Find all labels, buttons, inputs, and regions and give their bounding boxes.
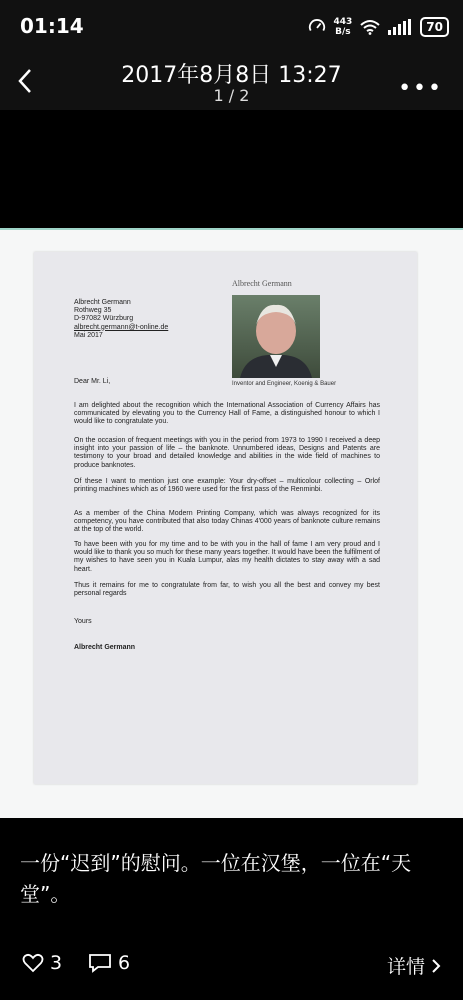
paragraph: On the occasion of frequent meetings with you in the period from 1973 to 1990 I received a deep insight into your passion of life – the banknote. Unnumbered ideas, Designs and Patents are testimony to your broad and detailed knowledge and abilities in the wide field of machines to produce banknotes.	[74, 437, 380, 469]
post-caption: 一份“迟到”的慰问。一位在汉堡，一位在“天堂”。	[20, 851, 412, 906]
email-link: albrecht.germann@t-online.de	[74, 323, 169, 331]
paragraph: I am delighted about the recognition which the International Association of Currency Affairs has communicated by elevating you to the Currency Hall of Fame, a distinguished honour to which I would like to congratulate you.	[74, 402, 380, 426]
letter-photo[interactable]	[0, 228, 463, 820]
like-count: 3	[50, 952, 63, 974]
address-line: Rothweg 35	[74, 307, 112, 315]
details-label: 详情	[386, 956, 425, 978]
page-indicator: 1 / 2	[213, 86, 250, 105]
portrait-name: Albrecht Germann	[232, 279, 292, 288]
speedometer-icon	[308, 18, 326, 36]
signature: Albrecht Germann	[74, 644, 136, 651]
details-button[interactable]	[387, 952, 441, 979]
comment-count: 6	[118, 952, 131, 974]
letter-date: Mai 2017	[74, 331, 103, 339]
network-speed	[334, 17, 353, 37]
status-icons	[308, 14, 450, 40]
wifi-icon	[360, 19, 380, 35]
comment-icon	[88, 953, 112, 973]
letter-paper	[34, 252, 417, 784]
sender-address	[74, 299, 168, 340]
battery-indicator: 70	[420, 17, 449, 37]
greeting: Dear Mr. Li,	[74, 378, 111, 385]
heart-icon	[22, 953, 44, 973]
bottom-action-bar	[0, 928, 463, 1000]
paragraph: To have been with you for my time and to be with you in the hall of fame I am very proud and I would like to thank you so much for these many years together. It would have been the fulfilment of my wishes to have seen you in Kuala Lumpur, alas my health dictates to stay away with a sad heart.	[74, 541, 380, 573]
post-date-title: 2017年8月8日 13:27	[121, 63, 342, 88]
signal-icon	[388, 19, 412, 35]
post-caption-area	[0, 818, 463, 928]
paragraph: As a member of the China Modern Printing Company, which was always recognized for its competency, you have contributed that also today Chinas 4'000 years of banknote culture remains at the top of the world.	[74, 510, 380, 534]
network-speed-value: 443	[333, 17, 353, 27]
portrait-caption: Inventor and Engineer, Koenig & Bauer	[232, 381, 337, 387]
paragraph: Of these I want to mention just one example: Your dry-offset – multicolour collecting – Orlof printing machines which as of 1960 were used for the first pass of the Renminbi.	[74, 478, 380, 494]
status-bar	[0, 0, 463, 56]
like-button[interactable]	[22, 952, 62, 974]
top-bar	[0, 56, 463, 110]
more-options-icon[interactable]: •••	[398, 76, 443, 101]
comment-button[interactable]	[88, 952, 130, 974]
network-speed-unit: B/s	[335, 27, 351, 37]
closing: Yours	[74, 618, 92, 625]
address-line: D-97082 Würzburg	[74, 315, 134, 323]
address-line: Albrecht Germann	[74, 299, 131, 306]
portrait-photo	[232, 295, 320, 378]
paragraph: Thus it remains for me to congratulate from far, to wish you all the best and convey my best personal regards	[74, 582, 380, 598]
clock: 01:14	[20, 14, 84, 38]
chevron-right-icon	[431, 958, 441, 974]
